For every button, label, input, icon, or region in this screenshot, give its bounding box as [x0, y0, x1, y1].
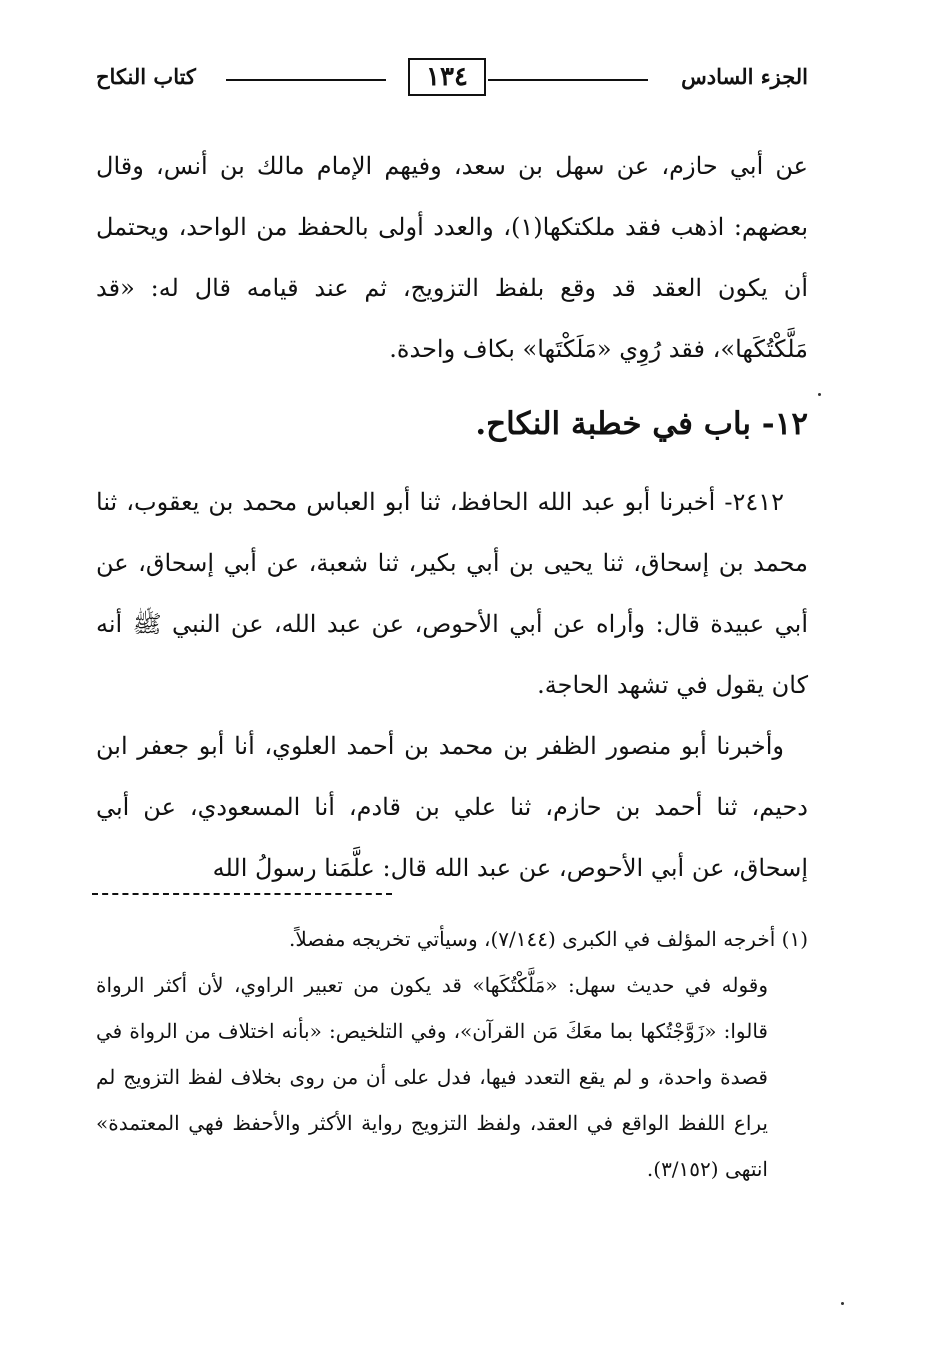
footnotes	[96, 916, 808, 1192]
paragraph: ٢٤١٢- أخبرنا أبو عبد الله الحافظ، ثنا أبو العباس محمد بن يعقوب، ثنا محمد بن إسحاق، ثنا يحيى بن أبي بكير، ثنا شعبة، عن أبي إسحاق، عن أبي عبيدة قال: وأراه عن أبي الأحوص، عن عبد الله، عن النبي ﷺ أنه كان يقول في تشهد الحاجة.	[96, 488, 808, 699]
header-rule-right	[488, 79, 648, 81]
footnote-separator	[92, 893, 392, 895]
paragraph: وأخبرنا أبو منصور الظفر بن محمد بن أحمد العلوي، أنا أبو جعفر ابن دحيم، ثنا أحمد بن حازم، ثنا علي بن قادم، أنا المسعودي، عن أبي إسحاق، عن أبي الأحوص، عن عبد الله قال: علَّمَنا رسولُ الله	[96, 732, 808, 882]
book-title: كتاب النكاح	[96, 64, 196, 89]
footnote-1: (١) أخرجه المؤلف في الكبرى (٧/١٤٤)، وسيأتي تخريجه مفصلاً.	[288, 927, 808, 951]
footnote-body: وقوله في حديث سهل: «مَلَّكْتُكَها» قد يكون من تعبير الراوي، لأن أكثر الرواة قالوا: «زَوَّجْتُكها بما معَكَ مَن القرآن»، وفي التلخيص: «بأنه اختلاف من الرواة في قصدة واحدة، و لم يقع التعدد فيها، فدل على أن من روى بخلاف لفظ التزويج لم يراع اللفظ الواقع في العقد، ولفظ التزويج رواية الأكثر والأحفظ فهي المعتمدة» انتهى (٣/١٥٢).	[96, 973, 768, 1181]
section-title: ١٢- باب في خطبة النكاح.	[475, 406, 808, 442]
page-header	[96, 58, 808, 102]
paragraph: عن أبي حازم، عن سهل بن سعد، وفيهم الإمام مالك بن أنس، وقال بعضهم: اذهب فقد ملكتكها(١)، والعدد أولى بالحفظ من الواحد، ويحتمل أن يكون العقد قد وقع بلفظ التزويج، ثم عند قيامه قال له: «قد مَلَّكْتُكَها»، فقد رُوِي «مَلَكْتَها» بكاف واحدة.	[96, 152, 809, 363]
speck	[818, 393, 821, 396]
volume-title: الجزء السادس	[681, 64, 808, 89]
main-text	[96, 136, 808, 899]
page-number: ١٣٤	[408, 58, 486, 96]
speck	[841, 1302, 844, 1305]
header-rule-left	[226, 79, 386, 81]
